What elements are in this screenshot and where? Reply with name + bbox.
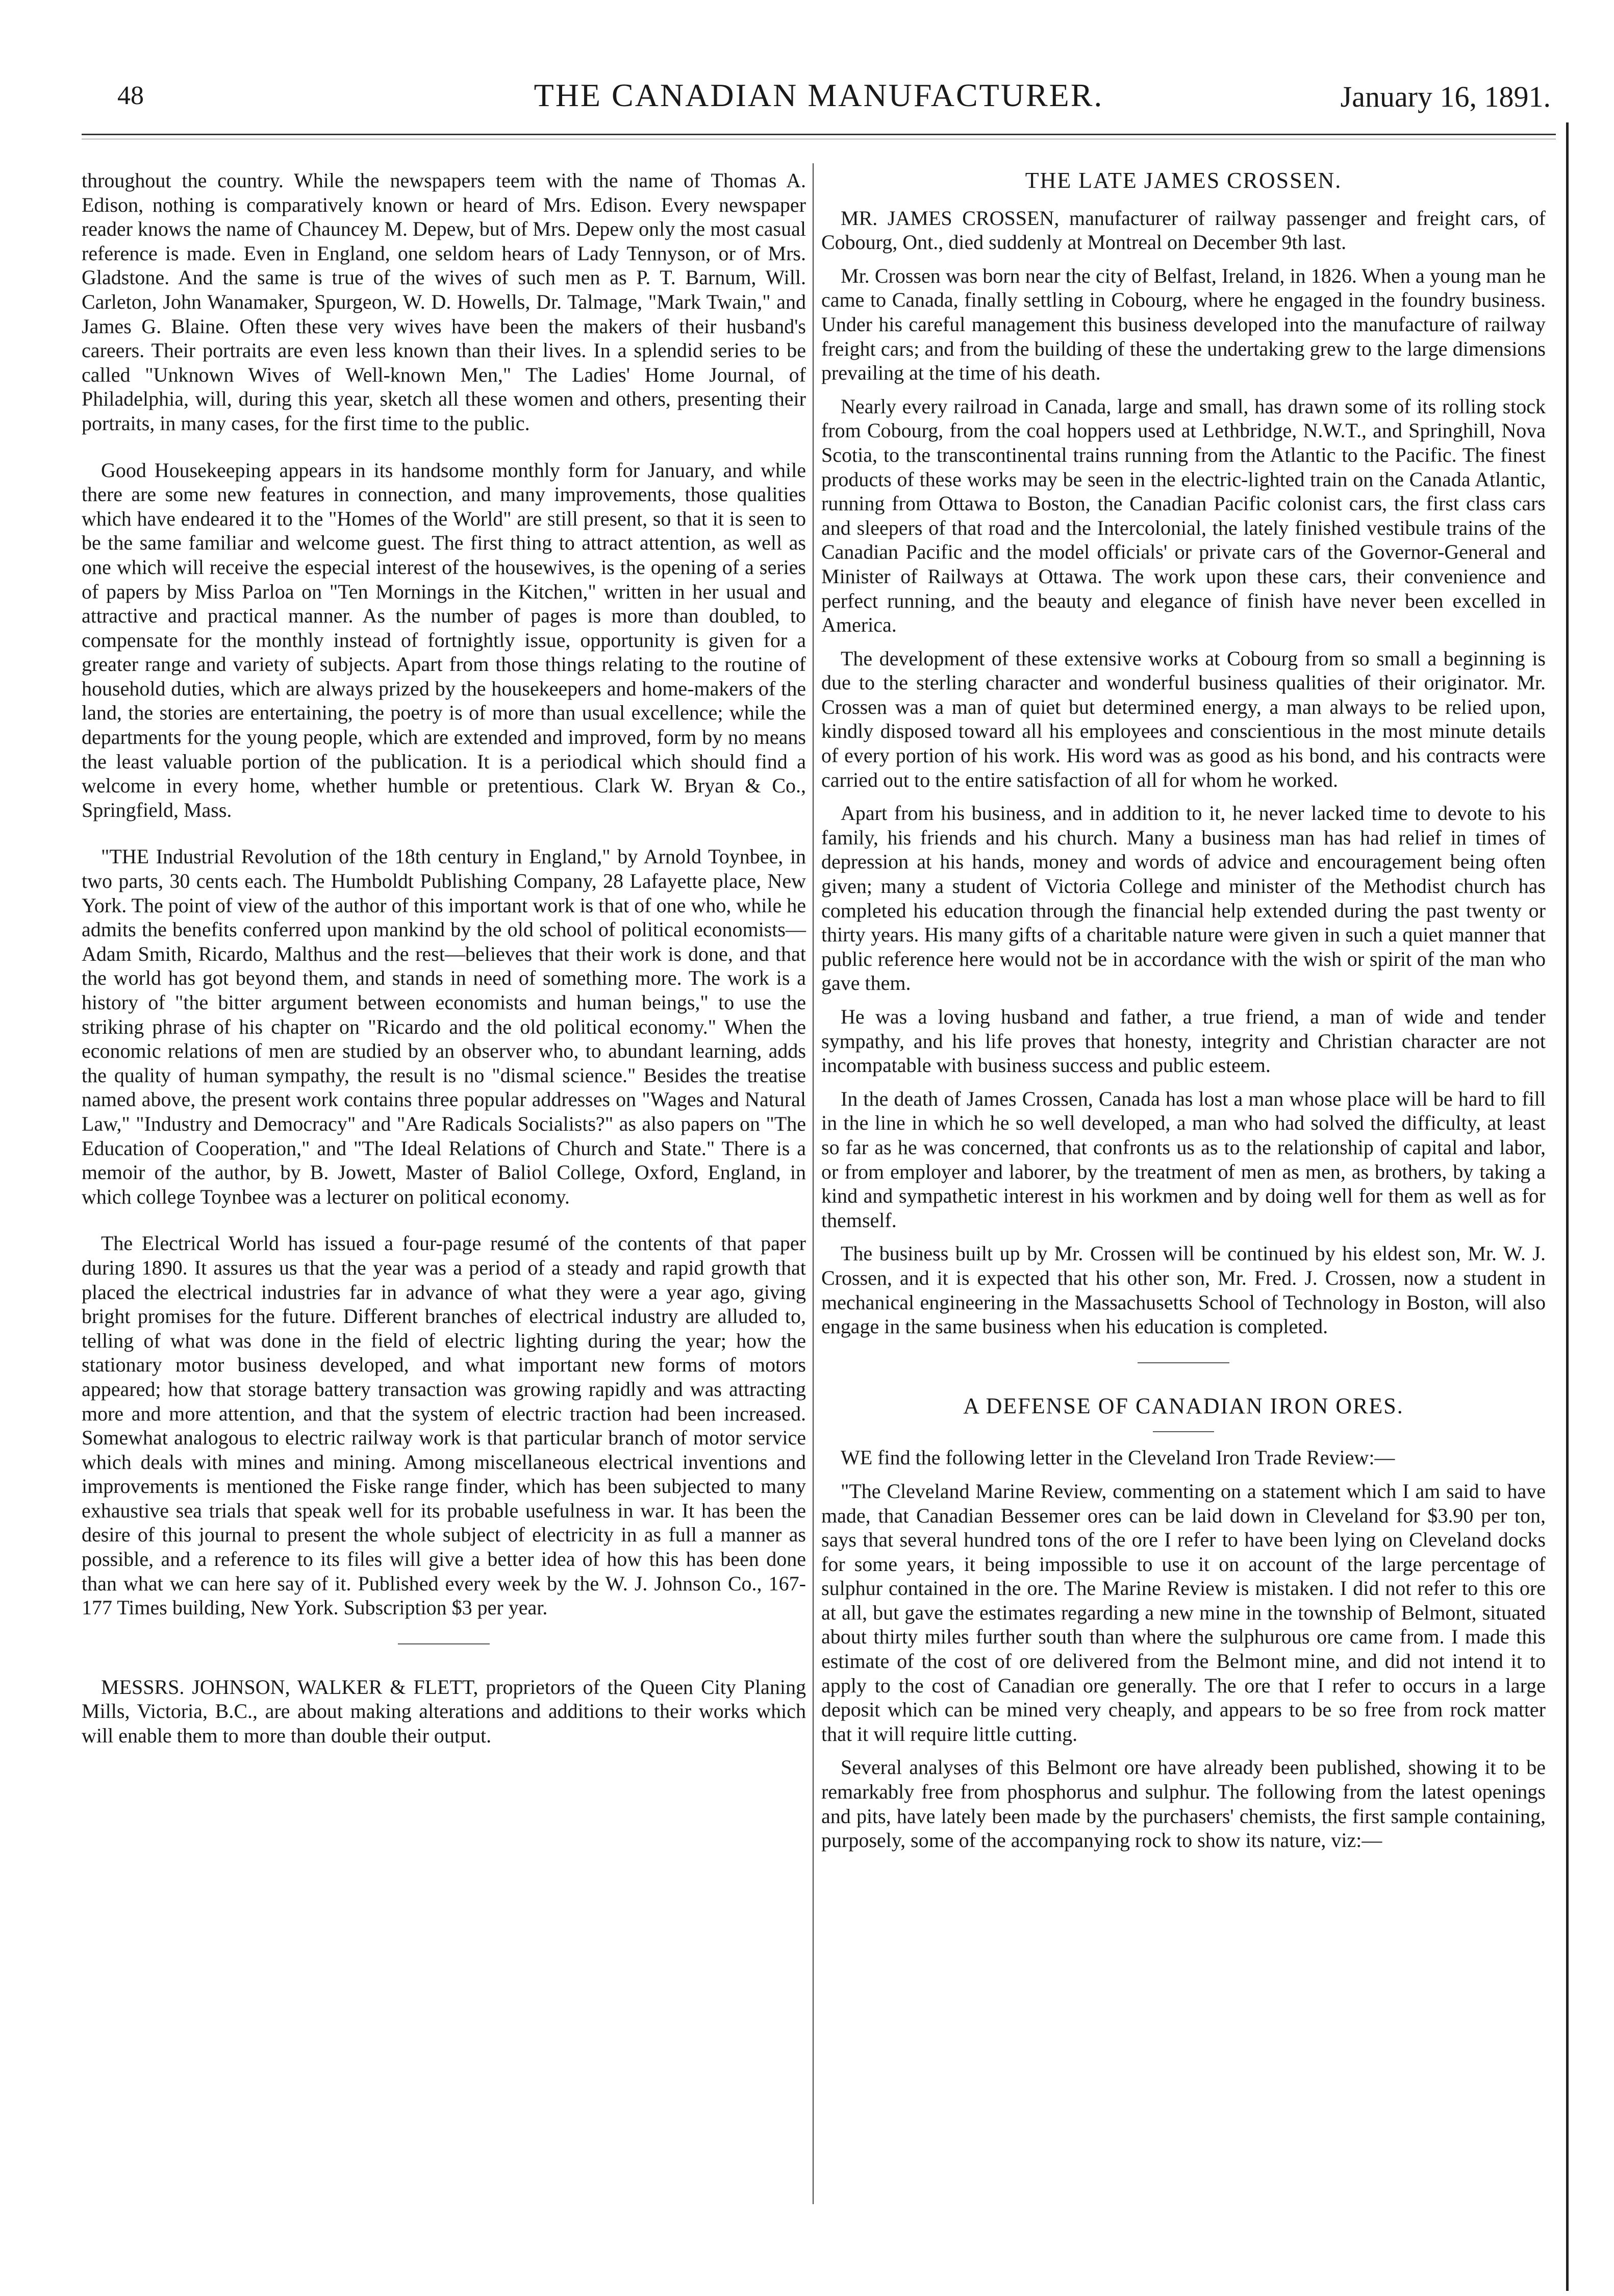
- iron-ores-paragraph: "The Cleveland Marine Review, commenting on a statement which I am said to have made, that Canadian Bessemer ores can be laid down in Cleveland for $3.90 per ton, says that several hundred tons of the ore I refer to have been lying on Cleveland docks for some years, it being impossible to use it on account of the large percentage of sulphur contained in the ore. The Marine Review is mistaken. I did not refer to this ore at all, but gave the estimates regarding a new mine in the township of Belmont, situated about thirty miles further south than where the sulphurous ore came from. I made this estimate of the cost of ore delivered from the Belmont mine, and did not intend it to apply to the cost of Canadian ore generally. The ore that I refer to occurs in a large deposit which can be mined very cheaply, and appears to be so free from rock matter that it will require little cutting.: [821, 1479, 1546, 1745]
- crossen-paragraph: The development of these extensive works at Cobourg from so small a beginning is due to the sterling character and wonderful business qualities of their originator. Mr. Crossen was a man of quiet but determined energy, a man always to be relied upon, kindly disposed toward all his employees and conscientious in the most minute details of every portion of his work. His word was as good as his bond, and his contracts were carried out to the entire satisfaction of all for whom he worked.: [821, 646, 1546, 791]
- heading-rule: [1153, 1431, 1214, 1432]
- article-heading-crossen: THE LATE JAMES CROSSEN.: [1025, 168, 1342, 193]
- paragraph-good-housekeeping: Good Housekeeping appears in its handsome monthly form for January, and while there are some new features in connection, and many improvements, those qualities which have endeared it to the "Homes of the World" are still present, so that it is seen to be the same familiar and welcome guest. The first thing to attract attention, as well as one which will receive the especial interest of the housewives, is the opening of a series of papers by Miss Parloa on "Ten Mornings in the Kitchen," written in her usual and attractive and practical manner. As the number of pages is more than doubled, to compensate for the monthly instead of fortnightly issue, opportunity is given for a greater range and variety of subjects. Apart from those things relating to the routine of household duties, which are always prized by the housekeepers and home-makers of the land, the stories are entertaining, the poetry is of more than usual excellence; while the departments for the young people, which are extended and improved, form by no means the least valuable portion of the publication. It is a periodical which should find a welcome in every home, whether humble or pretentious. Clark W. Bryan & Co., Springfield, Mass.: [82, 458, 806, 821]
- section-divider: [398, 1643, 490, 1644]
- publication-title: THE CANADIAN MANUFACTURER.: [534, 77, 1104, 113]
- iron-ores-paragraph: Several analyses of this Belmont ore have already been published, showing it to be remarkably free from phosphorus and sulphur. The following from the latest openings and pits, have lately been made by the purchasers' chemists, the first sample containing, purposely, some of the accompanying rock to show its nature, viz:—: [821, 1756, 1546, 1852]
- page-number: 48: [117, 81, 144, 110]
- left-column: [82, 168, 806, 1757]
- section-divider: [1138, 1362, 1229, 1363]
- crossen-paragraph: Mr. Crossen was born near the city of Belfast, Ireland, in 1826. When a young man he came to Canada, finally settling in Cobourg, where he engaged in the foundry business. Under his careful management this business developed into the manufacture of railway freight cars; and from the building of these the undertaking grew to the large dimensions prevailing at the time of his death.: [821, 264, 1546, 385]
- paragraph-electrical-world: The Electrical World has issued a four-page resumé of the contents of that paper during 1890. It assures us that the year was a period of a steady and rapid growth that placed the electrical industries far in advance of what they were a year ago, giving bright promises for the future. Different branches of electrical industry are alluded to, telling of what was done in the field of electric lighting during the year; how the stationary motor business developed, and what important new forms of motors appeared; how that storage battery transaction was growing rapidly and was attracting more and more attention, and that the system of electric traction had been increased. Somewhat analogous to electric railway work is that particular branch of motor service which deals with mines and mining. Among miscellaneous electrical inventions and improvements is mentioned the Fiske range finder, which has been subjected to many exhaustive sea trials that speak well for its probable usefulness in war. It has been the desire of this journal to present the whole subject of electricity in as full a manner as possible, and a reference to its files will give a better idea of how this has been done than what we can here say of it. Published every week by the W. J. Johnson Co., 167-177 Times building, New York. Subscription $3 per year.: [82, 1232, 806, 1619]
- paragraph-unknown-wives: throughout the country. While the newspapers teem with the name of Thomas A. Edison, nothing is comparatively known or heard of Mrs. Edison. Every newspaper reader knows the name of Chauncey M. Depew, but of Mrs. Depew only the most casual reference is made. Even in England, one seldom hears of Lady Tennyson, or of Mrs. Gladstone. And the same is true of the wives of such men as P. T. Barnum, Will. Carleton, John Wanamaker, Spurgeon, W. D. Howells, Dr. Talmage, "Mark Twain," and James G. Blaine. Often these very wives have been the makers of their husband's careers. Their portraits are even less known than their lives. In a splendid series to be called "Unknown Wives of Well-known Men," The Ladies' Home Journal, of Philadelphia, will, during this year, sketch all these women and others, presenting their portraits, in many cases, for the first time to the public.: [82, 169, 806, 435]
- column-rule: [813, 163, 814, 2204]
- issue-date: January 16, 1891.: [1340, 80, 1551, 113]
- crossen-paragraph: Nearly every railroad in Canada, large and small, has drawn some of its rolling stock from Cobourg, from the coal hoppers used at Lethbridge, N.W.T., and Springhill, Nova Scotia, to the transcontinental trains running from the Atlantic to the Pacific. The finest products of these works may be seen in the electric-lighted train on the Canada Atlantic, running from Ottawa to Boston, the Canadian Pacific colonist cars, the first class cars and sleepers of that road and the Intercolonial, the lately finished vestibule trains of the Canadian Pacific and the model officials' or private cars of the Governor-General and Minister of Railways at Ottawa. The work upon these cars, their convenience and perfect running, and the beauty and elegance of finish have never been excelled in America.: [821, 394, 1546, 637]
- header-rule: [82, 134, 1556, 135]
- page-header: [82, 77, 1556, 128]
- crossen-paragraph: The business built up by Mr. Crossen will be continued by his eldest son, Mr. W. J. Crossen, and it is expected that his other son, Mr. Fred. J. Crossen, now a student in mechanical engineering in the Massachusetts School of Technology in Boston, will also engage in the same business when his education is completed.: [821, 1242, 1546, 1338]
- article-heading-iron-ores: A DEFENSE OF CANADIAN IRON ORES.: [963, 1393, 1404, 1418]
- crossen-paragraph: MR. JAMES CROSSEN, manufacturer of railway passenger and freight cars, of Cobourg, Ont., died suddenly at Montreal on December 9th last.: [821, 206, 1546, 254]
- paragraph-johnson-walker-flett: MESSRS. JOHNSON, WALKER & FLETT, proprietors of the Queen City Planing Mills, Victoria, B.C., are about making alterations and additions to their works which will enable them to more than double their output.: [82, 1675, 806, 1748]
- crossen-paragraph: In the death of James Crossen, Canada has lost a man whose place will be hard to fill in the line in which he so well developed, a man who had solved the difficulty, at least so far as he was concerned, that confronts us as to the relationship of capital and labor, or from employer and laborer, by the treatment of men as men, as brothers, by taking a kind and sympathetic interest in his workmen and by doing well for them as well as for themself.: [821, 1087, 1546, 1232]
- crossen-paragraph: He was a loving husband and father, a true friend, a man of wide and tender sympathy, and his life proves that honesty, integrity and Christian character are not incompatable with business success and public esteem.: [821, 1005, 1546, 1077]
- crossen-paragraph: Apart from his business, and in addition to it, he never lacked time to devote to his family, his friends and his church. Many a business man has had relief in times of depression at his hands, money and words of advice and encouragement being often given; many a student of Victoria College and minister of the Methodist church has completed his education through the financial help extended during the past twenty or thirty years. His many gifts of a charitable nature were given in such a quiet manner that public reference here would not be in accordance with the wish or spirit of the man who gave them.: [821, 802, 1546, 995]
- paragraph-industrial-revolution: "THE Industrial Revolution of the 18th century in England," by Arnold Toynbee, in two parts, 30 cents each. The Humboldt Publishing Company, 28 Lafayette place, New York. The point of view of the author of this important work is that of one who, while he admits the benefits conferred upon mankind by the old school of political economists—Adam Smith, Ricardo, Malthus and the rest—believes that their work is done, and that the world has got beyond them, and stands in need of something more. The work is a history of "the bitter argument between economists and human beings," to use the striking phrase of his chapter on "Ricardo and the old political economy." When the economic relations of men are studied by an observer who, to abundant learning, adds the quality of human sympathy, the result is no "dismal science." Besides the treatise named above, the present work contains three popular addresses on "Wages and Natural Law," "Industry and Democracy" and "Are Radicals Socialists?" as also papers on "The Education of Cooperation," and "The Ideal Relations of Church and State." There is a memoir of the author, by B. Jowett, Master of Baliol College, Oxford, England, in which college Toynbee was a lecturer on political economy.: [82, 845, 806, 1208]
- binding-edge: [1566, 122, 1569, 2291]
- right-column: [821, 168, 1546, 1862]
- iron-ores-paragraph: WE find the following letter in the Cleveland Iron Trade Review:—: [841, 1446, 1395, 1469]
